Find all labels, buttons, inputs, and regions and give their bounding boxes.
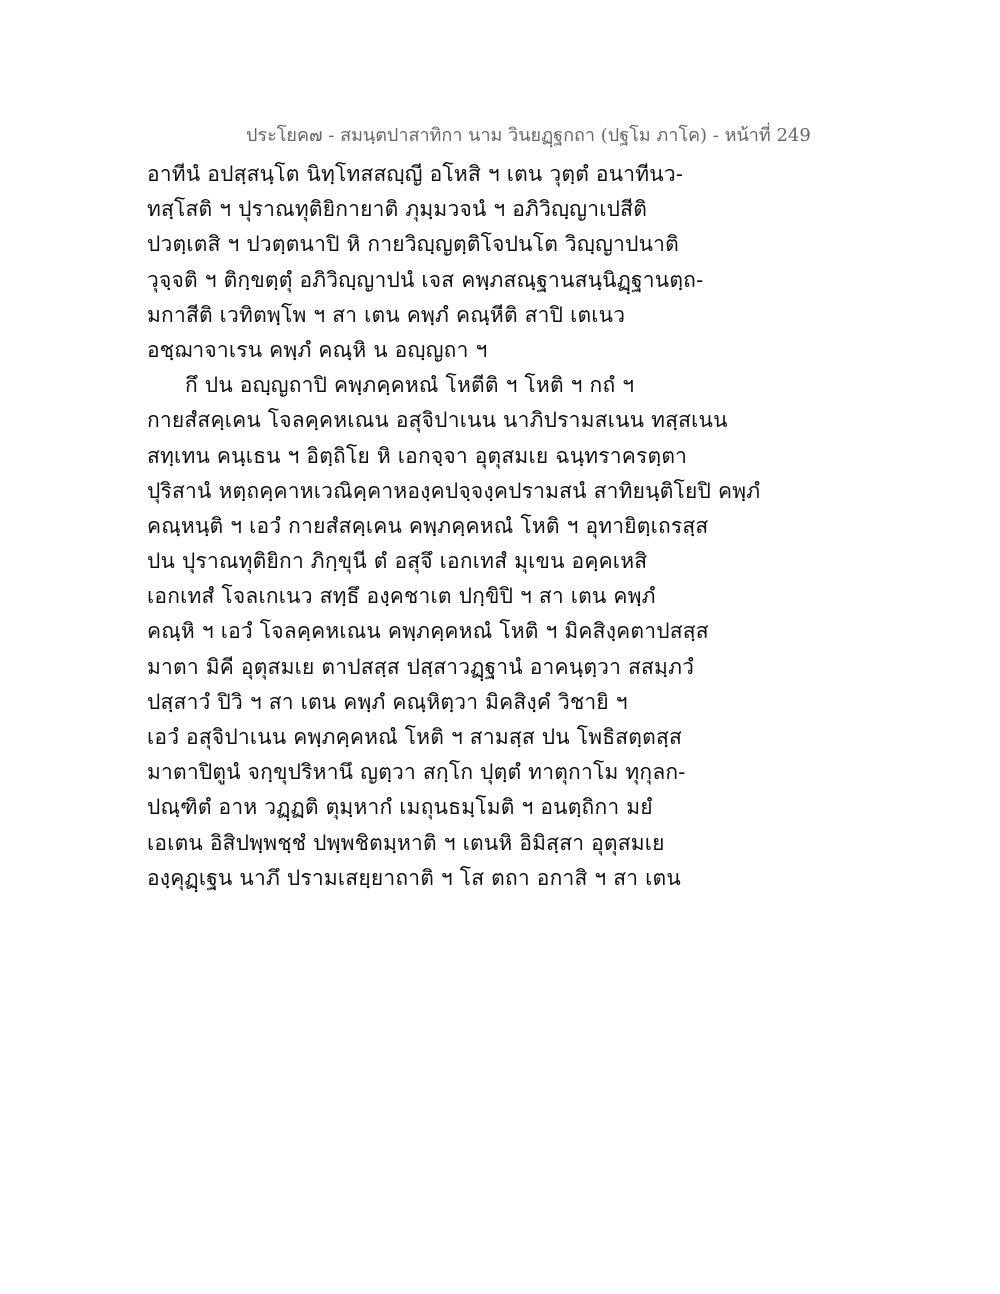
text-line: อาทีนํ อปสฺสนฺโต นิทฺโทสสญฺญี อโหสิ ฯ เตน วุตฺตํ อนาทีนว-	[147, 162, 684, 186]
text-line: ปสฺสาวํ ปิวิ ฯ สา เตน คพฺภํ คณฺหิตฺวา มิคสิงฺคํ วิชายิ ฯ	[147, 689, 628, 714]
text-line: เอเตน อิสิปพฺพชฺชํ ปพฺพชิตมฺหาติ ฯ เตนหิ อิมิสฺสา อุตุสมเย	[147, 830, 665, 855]
text-line: มาตาปิตูนํ จกฺขุปริหานึ ญตฺวา สกฺโก ปุตฺตํ ทาตุกาโม ทุกุลก-	[147, 760, 686, 785]
text-line: มาตา มิคี อุตุสมเย ตาปสสฺส ปสฺสาวฏฺฐานํ อาคนฺตฺวา สสมฺภวํ	[147, 654, 695, 679]
text-line: วุจฺจติ ฯ ติกฺขตฺตุํ อภิวิญฺญาปนํ เจส คพฺภสณฺฐานสนฺนิฏฺฐานตฺถ-	[147, 267, 704, 292]
text-line: ปน ปุราณทุติยิกา ภิกฺขุนี ตํ อสุจึ เอกเทสํ มุเขน อคฺคเหสิ	[147, 549, 648, 574]
body-text	[147, 157, 787, 896]
text-line: องฺคุฏฺเฐน นาภึ ปรามเสยฺยาถาติ ฯ โส ตถา อกาสิ ฯ สา เตน	[147, 865, 681, 890]
text-line: คณฺหิ ฯ เอวํ โจลคฺคหเณน คพฺภคฺคหณํ โหติ ฯ มิคสิงฺคตาปสสฺส	[147, 619, 709, 644]
text-line: คณฺหนฺติ ฯ เอวํ กายสํสคฺเคน คพฺภคฺคหณํ โหติ ฯ อุทายิตฺเถรสฺส	[147, 513, 709, 538]
text-line: ปุริสานํ หตฺถคฺคาหเวณิคฺคาหองฺคปจฺจงฺคปรามสนํ สาทิยนฺติโยปิ คพฺภํ	[147, 478, 761, 503]
text-line: อชฺฌาจาเรน คพฺภํ คณฺหิ น อญฺญถา ฯ	[147, 337, 488, 362]
text-line: สทฺเทน คนฺเธน ฯ อิตฺถิโย หิ เอกจฺจา อุตุสมเย ฉนฺทราครตฺตา	[147, 443, 688, 468]
page-header: ประโยค๗ - สมนฺตปาสาทิกา นาม วินยฏฺฐกถา (ปฐโม ภาโค) - หน้าที่ 249	[246, 125, 811, 146]
text-line: ทสฺโสติ ฯ ปุราณทุติยิกายาติ ภุมฺมวจนํ ฯ อภิวิญฺญาเปสีติ	[147, 197, 648, 222]
text-line: กายสํสคฺเคน โจลคฺคหเณน อสุจิปาเนน นาภิปรามสเนน ทสฺสเนน	[147, 408, 728, 433]
paragraph-start-line: กึ ปน อญฺญถาปิ คพฺภคฺคหณํ โหตีติ ฯ โหติ ฯ กถํ ฯ	[185, 373, 635, 398]
text-line: ปวตฺเตสิ ฯ ปวตฺตนาปิ หิ กายวิญฺญตฺติโจปนโต วิญฺญาปนาติ	[147, 232, 680, 257]
text-line: ปณฺฑิตํ อาห วฏฺฏติ ตุมฺหากํ เมถุนธมฺโมติ ฯ อนตฺถิกา มยํ	[147, 795, 653, 820]
text-line: เอวํ อสุจิปาเนน คพฺภคฺคหณํ โหติ ฯ สามสฺส ปน โพธิสตฺตสฺส	[147, 725, 682, 749]
text-line: เอกเทสํ โจลเกเนว สทฺธึ องฺคชาเต ปกฺขิปิ ฯ สา เตน คพฺภํ	[147, 584, 656, 609]
text-line: มกาสีติ เวทิตพฺโพ ฯ สา เตน คพฺภํ คณฺหีติ สาปิ เตเนว	[147, 302, 626, 327]
